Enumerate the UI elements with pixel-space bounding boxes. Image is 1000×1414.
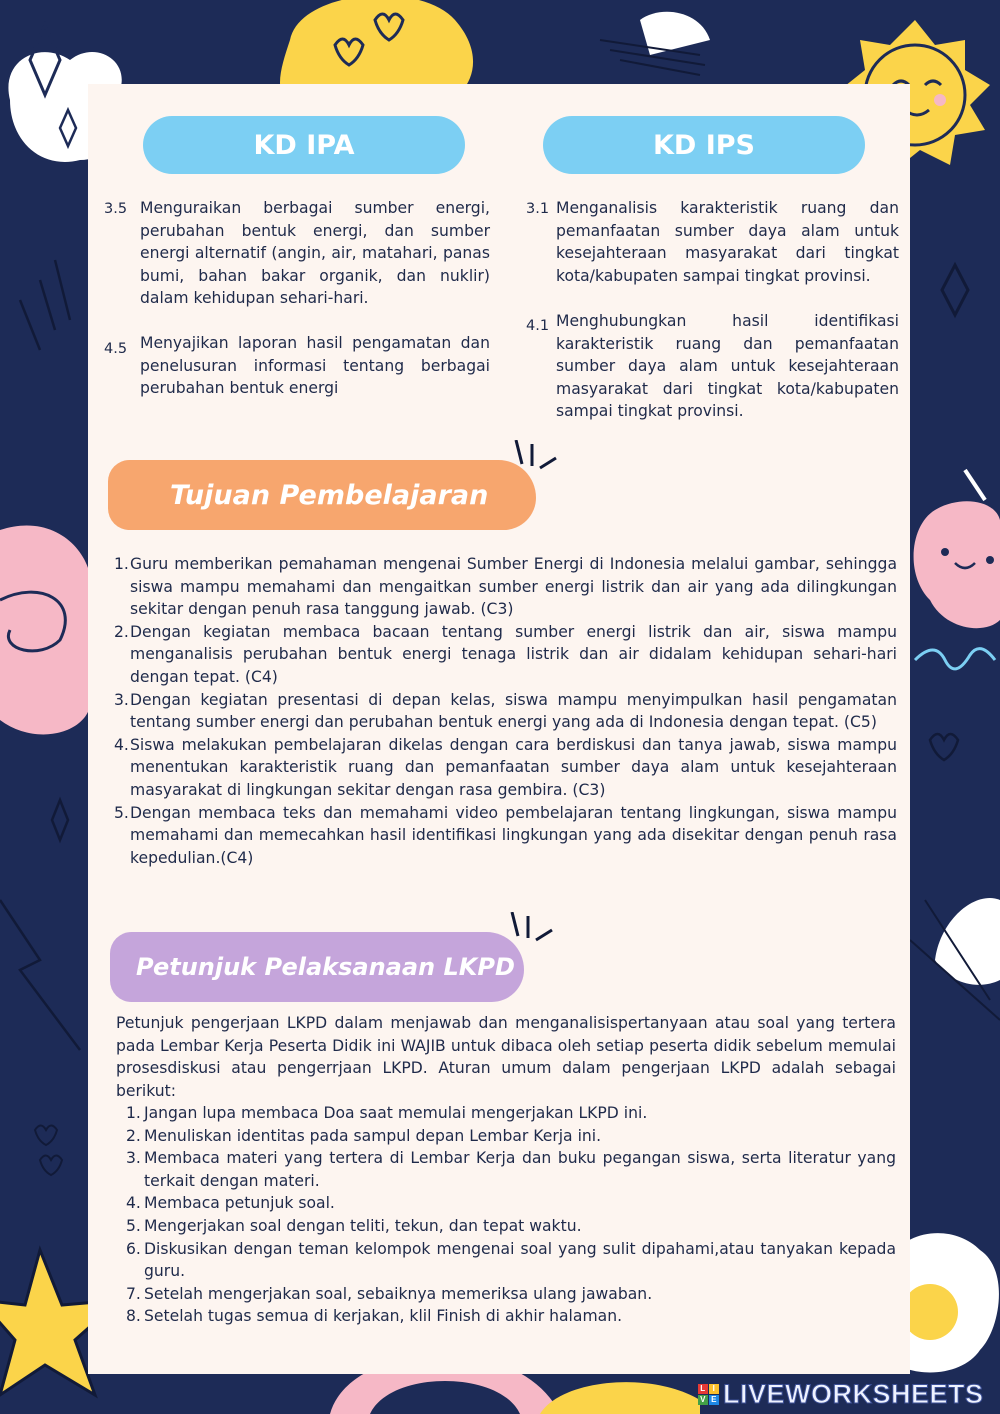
- liveworksheets-watermark[interactable]: [698, 1378, 984, 1410]
- kd-ipa-header: [143, 116, 465, 174]
- list-item: [114, 689, 897, 734]
- kd-ipa-title: KD IPA: [253, 129, 355, 161]
- kd-ips-title: KD IPS: [652, 129, 755, 161]
- list-item-number: 3.: [126, 1149, 141, 1168]
- list-item-number: 3.: [114, 690, 129, 709]
- liveworksheets-logo-icon: [698, 1384, 719, 1405]
- list-item-text: Diskusikan dengan teman kelompok mengenai soal yang sulit dipahami,atau tanyakan kepada guru.: [144, 1239, 896, 1281]
- logo-letter: E: [709, 1395, 719, 1405]
- kd-ips-item-number: 3.1: [526, 201, 550, 217]
- list-item: [126, 1102, 896, 1125]
- kd-ipa-item-text: Menyajikan laporan hasil pengamatan dan penelusuran informasi tentang berbagai perubahan bentuk energi: [140, 334, 490, 397]
- list-item-text: Membaca materi yang tertera di Lembar Kerja dan buku pegangan siswa, serta literatur yang terkait dengan materi.: [144, 1149, 896, 1190]
- list-item: [126, 1215, 896, 1238]
- logo-letter: L: [698, 1384, 708, 1394]
- list-item: [126, 1147, 896, 1192]
- list-item-text: Setelah mengerjakan soal, sebaiknya memeriksa ulang jawaban.: [144, 1284, 653, 1303]
- list-item: [126, 1238, 896, 1283]
- kd-ips-item-text: Menghubungkan hasil identifikasi karakteristik ruang dan pemanfaatan sumber daya alam untuk kesejahteraan masyarakat dari tingkat kota/kabupaten sampai tingkat provinsi.: [556, 312, 899, 420]
- list-item-text: Siswa melakukan pembelajaran dikelas dengan cara berdiskusi dan tanya jawab, siswa mampu menentukan karakteristik ruang dan pemanfaatan sumber daya alam untuk kesejahteraan masyarakat di lingkungan sekitar dengan rasa gembira. (C3): [130, 735, 897, 799]
- tujuan-header: [108, 460, 536, 530]
- list-item: [126, 1192, 896, 1215]
- list-item-number: 7.: [126, 1284, 141, 1303]
- logo-letter: V: [698, 1395, 708, 1405]
- sparkle-icon: [942, 265, 968, 315]
- list-item: [114, 734, 897, 802]
- petunjuk-title: Petunjuk Pelaksanaan LKPD: [136, 953, 515, 981]
- list-item-number: 5.: [126, 1216, 141, 1235]
- list-item-text: Dengan kegiatan presentasi di depan kelas, siswa mampu menyimpulkan hasil pengamatan tentang sumber energi dan perubahan bentuk energi yang ada di Indonesia dengan tepat. (C5): [130, 690, 897, 732]
- list-item-text: Setelah tugas semua di kerjakan, klil Finish di akhir halaman.: [144, 1307, 623, 1326]
- line-doodle: [20, 260, 70, 350]
- list-item: [126, 1283, 896, 1306]
- heart-doodle-icon: [35, 1126, 57, 1146]
- list-item: [126, 1125, 896, 1148]
- tujuan-title: Tujuan Pembelajaran: [170, 479, 489, 511]
- kd-ips-item-number: 4.1: [526, 318, 550, 334]
- line-doodle: [915, 649, 995, 669]
- list-item-number: 1.: [114, 555, 129, 573]
- kd-ipa-item-number: 3.5: [104, 201, 128, 217]
- line-doodle: [965, 470, 985, 500]
- list-item-number: 2.: [114, 622, 129, 641]
- tujuan-list: [114, 553, 897, 869]
- list-item-number: 1.: [126, 1104, 141, 1122]
- egg-yolk-shape: [902, 1284, 958, 1340]
- list-item-text: Menuliskan identitas pada sampul depan Lembar Kerja ini.: [144, 1126, 602, 1145]
- sparkle-icon: [52, 800, 68, 840]
- watermark-text: LIVEWORKSHEETS: [723, 1378, 984, 1409]
- list-item: [114, 621, 897, 689]
- line-doodle: [0, 900, 80, 1050]
- list-item-text: Jangan lupa membaca Doa saat memulai mengerjakan LKPD ini.: [144, 1104, 648, 1122]
- kd-ips-item-text: Menganalisis karakteristik ruang dan pemanfaatan sumber daya alam untuk kesejahteraan masyarakat dari tingkat kota/kabupaten sampai tingkat provinsi.: [556, 199, 899, 285]
- kd-ips-header: [543, 116, 865, 174]
- list-item-number: 2.: [126, 1126, 141, 1145]
- list-item-text: Dengan kegiatan membaca bacaan tentang sumber energi listrik dan air, siswa mampu menganalisis perubahan bentuk energi tenaga listrik dan air didalam kehidupan sehari-hari dengan tepat. (C4): [130, 622, 897, 686]
- list-item-number: 8.: [126, 1307, 141, 1326]
- list-item-number: 4.: [126, 1194, 141, 1213]
- list-item-text: Membaca petunjuk soal.: [144, 1194, 335, 1213]
- heart-doodle-icon: [40, 1156, 62, 1176]
- list-item-text: Mengerjakan soal dengan teliti, tekun, dan tepat waktu.: [144, 1216, 582, 1235]
- list-item: [126, 1305, 896, 1328]
- kd-ipa-item-text: Menguraikan berbagai sumber energi, perubahan bentuk energi, dan sumber energi alternatif (angin, air, matahari, panas bumi, bahan bakar organik, dan nuklir) dalam kehidupan sehari-hari.: [140, 199, 490, 307]
- yellow-blob-shape: [540, 1382, 700, 1414]
- list-item: [114, 553, 897, 621]
- list-item-text: Guru memberikan pemahaman mengenai Sumber Energi di Indonesia melalui gambar, sehingga siswa mampu memahami dan mengaitkan sumber energi listrik dan air yang ada dilingkungan sekitar dengan penuh rasa tanggung jawab. (C3): [130, 555, 897, 619]
- petunjuk-intro: Petunjuk pengerjaan LKPD dalam menjawab dan menganalisispertanyaan atau soal yang tertera pada Lembar Kerja Peserta Didik ini WAJIB untuk dibaca oleh setiap peserta didik sebelum memulai prosesdiskusi atau pengerrjaan LKPD. Aturan umum dalam pengerjaan LKPD adalah sebagai berikut:: [116, 1014, 896, 1100]
- logo-letter: I: [709, 1384, 719, 1394]
- heart-doodle-icon: [930, 734, 958, 760]
- list-item: [114, 802, 897, 870]
- rules-list: [126, 1102, 896, 1328]
- list-item-number: 5.: [114, 803, 129, 822]
- list-item-number: 6.: [126, 1239, 141, 1258]
- list-item-text: Dengan membaca teks dan memahami video pembelajaran tentang lingkungan, siswa mampu memahami dan memecahkan hasil identifikasi lingkungan yang ada disekitar dengan penuh rasa kepedulian.(C4): [130, 803, 897, 867]
- petunjuk-header: [110, 932, 524, 1002]
- list-item-number: 4.: [114, 735, 129, 754]
- kd-ipa-item-number: 4.5: [104, 341, 128, 357]
